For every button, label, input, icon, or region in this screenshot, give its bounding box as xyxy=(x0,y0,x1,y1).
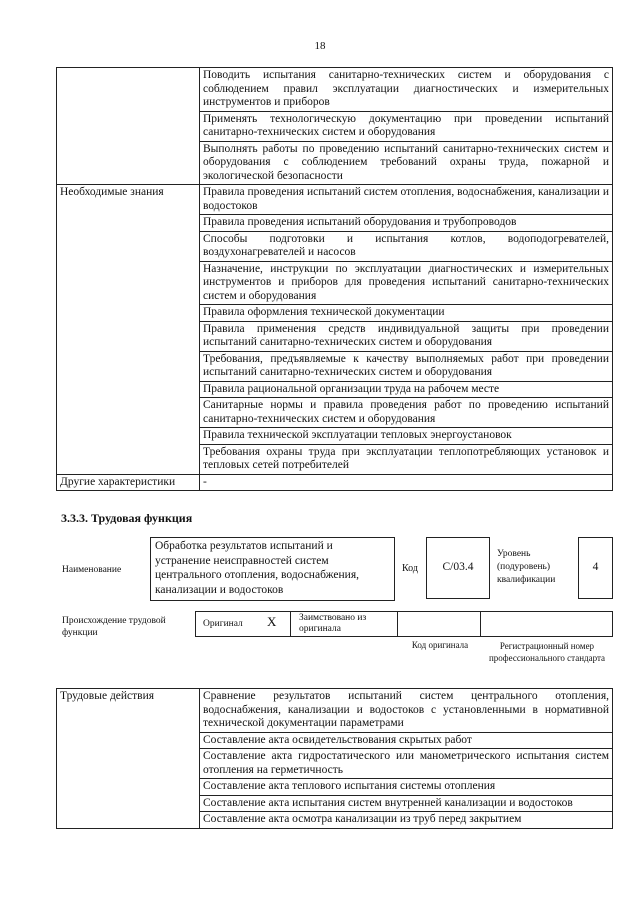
table-row xyxy=(57,185,613,215)
divider xyxy=(480,612,481,636)
borrowed-label: Заимствовано из оригинала xyxy=(299,613,367,634)
table-row xyxy=(57,474,613,491)
row-text: Правила оформления технической документации xyxy=(200,305,613,322)
section-heading: 3.3.3. Трудовая функция xyxy=(61,511,193,525)
row-text: Выполнять работы по проведению испытаний санитарно-технических систем и оборудования с соблюдением требований охраны труда, пожарной и экологической безопасности xyxy=(200,141,613,185)
row-text: Правила технической эксплуатации тепловых энергоустановок xyxy=(200,428,613,445)
divider xyxy=(397,612,398,636)
row-text: Требования, предъявляемые к качеству выполняемых работ при проведении испытаний санитарно-технических систем и оборудования xyxy=(200,351,613,381)
row-text: Составление акта освидетельствования скрытых работ xyxy=(200,732,613,749)
code-box: С/03.4 xyxy=(426,537,490,599)
row-text: Назначение, инструкции по эксплуатации диагностических и измерительных инструментов и приборов для проведения испытаний санитарно-технических систем и оборудования xyxy=(200,261,613,305)
row-text: Составление акта теплового испытания системы отопления xyxy=(200,779,613,796)
table-row xyxy=(57,68,613,112)
row-text: Составление акта гидростатического или манометрического испытания систем отопления на герметичность xyxy=(200,749,613,779)
page-number: 18 xyxy=(314,40,326,52)
row-text: Правила применения средств индивидуальной защиты при проведении испытаний санитарно-технических систем и оборудования xyxy=(200,321,613,351)
divider xyxy=(290,612,291,636)
skills-knowledge-table xyxy=(56,67,613,491)
row-text: Правила рациональной организации труда на рабочем месте xyxy=(200,381,613,398)
code-label: Код xyxy=(402,563,418,574)
row-text: - xyxy=(200,474,613,491)
row-text: Требования охраны труда при эксплуатации теплопотребляющих установок и тепловых сетей потребителей xyxy=(200,444,613,474)
row-label-knowledge: Необходимые знания xyxy=(57,185,200,475)
origin-box xyxy=(195,611,613,637)
row-label-actions: Трудовые действия xyxy=(57,689,200,829)
code-original-caption: Код оригинала xyxy=(411,640,469,650)
level-label: Уровень (подуровень) квалификации xyxy=(497,549,556,585)
row-text: Санитарные нормы и правила проведения работ по проведению испытаний санитарно-технических систем и оборудования xyxy=(200,398,613,428)
row-text: Составление акта осмотра канализации из труб перед закрытием xyxy=(200,812,613,829)
table-row xyxy=(57,689,613,733)
name-label: Наименование xyxy=(62,565,122,575)
function-name-box: Обработка результатов испытаний и устранение неисправностей систем центрального отопления, водоснабжения, канализации и водостоков xyxy=(150,537,395,601)
level-box: 4 xyxy=(578,537,613,599)
labor-actions-table xyxy=(56,688,613,829)
row-text: Сравнение результатов испытаний систем центрального отопления, водоснабжения, канализации и водостоков с установленными в нормативной технической документации параметрами xyxy=(200,689,613,733)
row-label xyxy=(57,68,200,185)
origin-label: Происхождение трудовой функции xyxy=(62,616,166,638)
row-text: Правила проведения испытаний оборудования и трубопроводов xyxy=(200,215,613,232)
row-label-other: Другие характеристики xyxy=(57,474,200,491)
row-text: Поводить испытания санитарно-технических систем и оборудования с соблюдением правил эксплуатации диагностических и измерительных инструментов и приборов xyxy=(200,68,613,112)
row-text: Применять технологическую документацию при проведении испытаний санитарно-технических систем и оборудования xyxy=(200,111,613,141)
original-label: Оригинал xyxy=(203,619,243,629)
original-mark: X xyxy=(267,614,277,629)
row-text: Составление акта испытания систем внутренней канализации и водостоков xyxy=(200,795,613,812)
reg-number-caption: Регистрационный номер профессионального стандарта xyxy=(488,641,606,663)
row-text: Способы подготовки и испытания котлов, водоподогревателей, воздухонагревателей и насосов xyxy=(200,231,613,261)
row-text: Правила проведения испытаний систем отопления, водоснабжения, канализации и водостоков xyxy=(200,185,613,215)
